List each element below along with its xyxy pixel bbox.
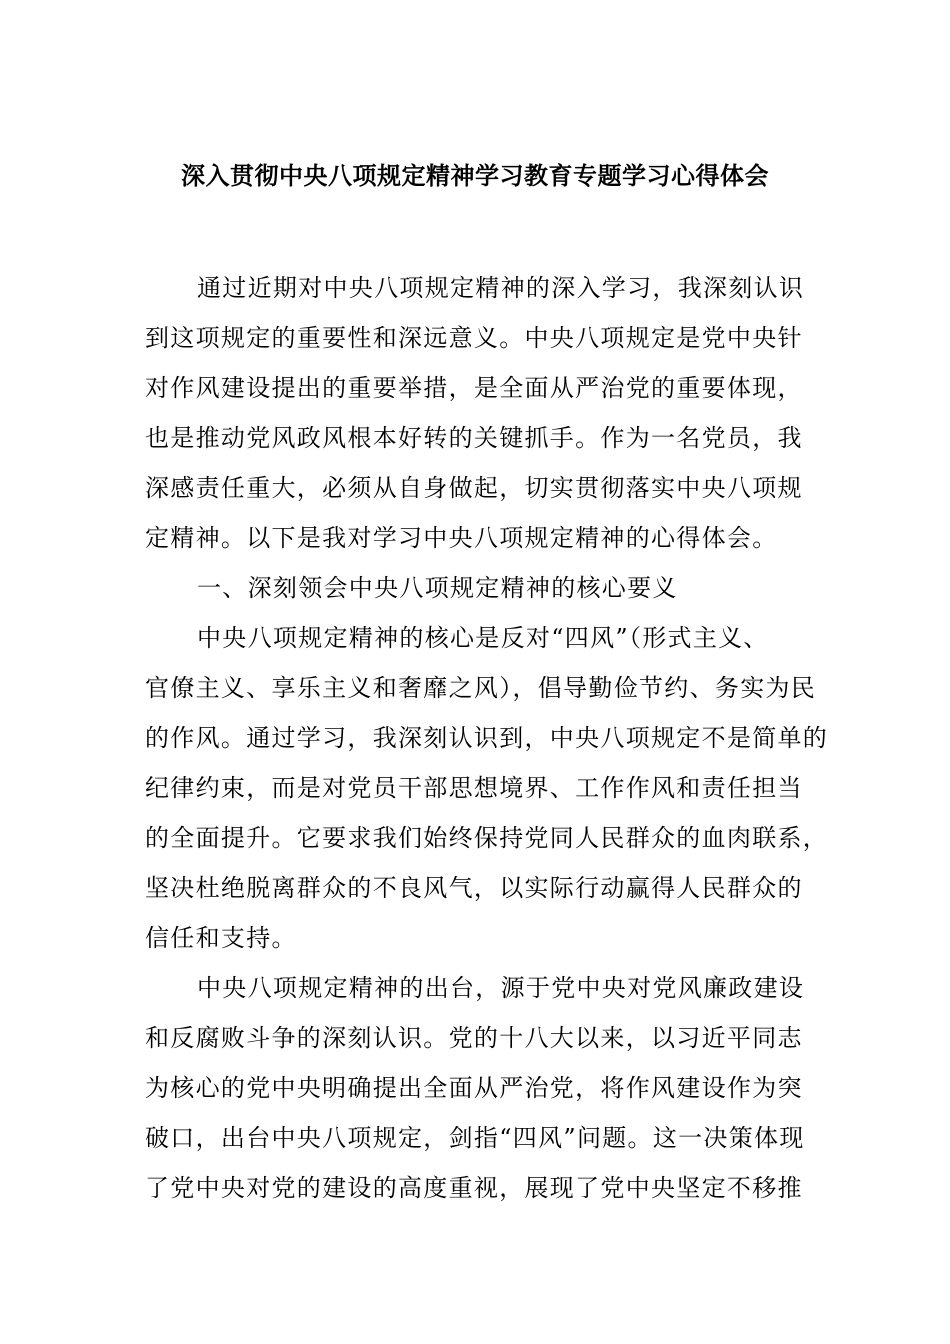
- paragraph-line: 定精神。以下是我对学习中央八项规定精神的心得体会。: [145, 524, 778, 552]
- paragraph-line: 和反腐败斗争的深刻认识。党的十八大以来，以习近平同志: [145, 1024, 803, 1052]
- paragraph-line: 的作风。通过学习，我深刻认识到，中央八项规定不是简单的: [145, 724, 829, 752]
- paragraph-line: 中央八项规定精神的出台，源于党中央对党风廉政建设: [197, 974, 805, 1002]
- paragraph-line: 到这项规定的重要性和深远意义。中央八项规定是党中央针: [145, 324, 803, 352]
- paragraph-line: 也是推动党风政风根本好转的关键抓手。作为一名党员，我: [145, 424, 803, 452]
- paragraph-line: 对作风建设提出的重要举措，是全面从严治党的重要体现，: [145, 374, 803, 402]
- paragraph-line: 坚决杜绝脱离群众的不良风气，以实际行动赢得人民群众的: [145, 874, 803, 902]
- document-title: 深入贯彻中央八项规定精神学习教育专题学习心得体会: [181, 162, 769, 190]
- document-body: [145, 263, 835, 1213]
- paragraph-line: 中央八项规定精神的核心是反对“四风”（形式主义、: [197, 624, 769, 652]
- paragraph-line: 深感责任重大，必须从自身做起，切实贯彻落实中央八项规: [145, 474, 803, 502]
- paragraph-line: 破口，出台中央八项规定，剑指“四风”问题。这一决策体现: [145, 1124, 805, 1152]
- section-heading: 一、深刻领会中央八项规定精神的核心要义: [197, 574, 678, 602]
- paragraph-line: 了党中央对党的建设的高度重视，展现了党中央坚定不移推: [145, 1174, 803, 1202]
- paragraph-line: 官僚主义、享乐主义和奢靡之风），倡导勤俭节约、务实为民: [145, 674, 817, 702]
- paragraph-line: 为核心的党中央明确提出全面从严治党，将作风建设作为突: [145, 1074, 803, 1102]
- paragraph-line: 信任和支持。: [145, 924, 297, 952]
- paragraph-line: 纪律约束，而是对党员干部思想境界、工作作风和责任担当: [145, 774, 803, 802]
- paragraph-line: 的全面提升。它要求我们始终保持党同人民群众的血肉联系，: [145, 824, 829, 852]
- paragraph-line: 通过近期对中央八项规定精神的深入学习，我深刻认识: [197, 274, 805, 302]
